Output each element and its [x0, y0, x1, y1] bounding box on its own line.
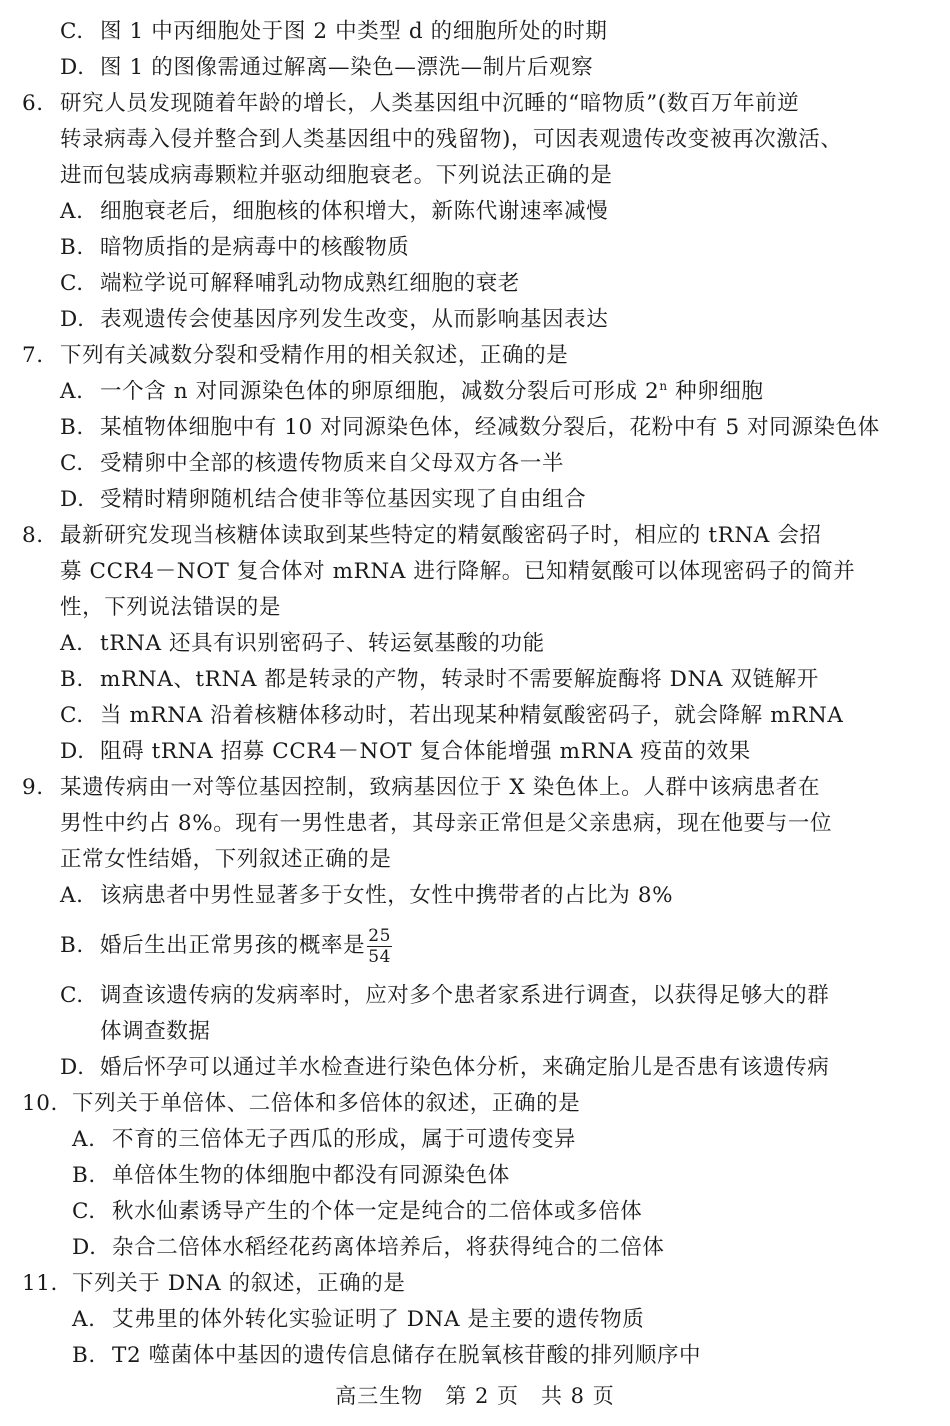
q6-option-d: D. 表观遗传会使基因序列发生改变，从而影响基因表达 [60, 307, 609, 332]
q8-stem-line2: 募 CCR4－NOT 复合体对 mRNA 进行降解。已知精氨酸可以体现密码子的简并 [60, 559, 856, 584]
q9-option-a: A. 该病患者中男性显著多于女性，女性中携带者的占比为 8% [60, 883, 674, 908]
q7-stem: 7. 下列有关减数分裂和受精作用的相关叙述，正确的是 [22, 343, 569, 368]
q6-option-c: C. 端粒学说可解释哺乳动物成熟红细胞的衰老 [60, 271, 520, 296]
page-footer: 高三生物 第 2 页 共 8 页 [335, 1384, 615, 1408]
q7-option-c: C. 受精卵中全部的核遗传物质来自父母双方各一半 [60, 451, 565, 476]
q9-stem-line2: 男性中约占 8%。现有一男性患者，其母亲正常但是父亲患病，现在他要与一位 [60, 811, 833, 836]
q10-option-a: A. 不育的三倍体无子西瓜的形成，属于可遗传变异 [72, 1127, 577, 1152]
fraction-denominator: 54 [368, 946, 392, 967]
q6-stem-line3: 进而包装成病毒颗粒并驱动细胞衰老。下列说法正确的是 [60, 163, 613, 188]
q6-option-a: A. 细胞衰老后，细胞核的体积增大，新陈代谢速率减慢 [60, 199, 609, 224]
q7-option-a: A. 一个含 n 对同源染色体的卵原细胞，减数分裂后可形成 2$^n$ 种卵细胞 [60, 379, 764, 404]
q8-option-a: A. tRNA 还具有识别密码子、转运氨基酸的功能 [60, 631, 545, 656]
q9-option-c: C. 调查该遗传病的发病率时，应对多个患者家系进行调查，以获得足够大的群 [60, 983, 830, 1008]
q8-option-b: B. mRNA、tRNA 都是转录的产物，转录时不需要解旋酶将 DNA 双链解开 [60, 667, 819, 692]
q6-stem-line2: 转录病毒入侵并整合到人类基因组中的残留物)，可因表观遗传改变被再次激活、 [60, 127, 843, 152]
q10-option-c: C. 秋水仙素诱导产生的个体一定是纯合的二倍体或多倍体 [72, 1199, 643, 1224]
q8-option-c: C. 当 mRNA 沿着核糖体移动时，若出现某种精氨酸密码子，就会降解 mRNA [60, 703, 844, 728]
q8-stem-line1: 8. 最新研究发现当核糖体读取到某些特定的精氨酸密码子时，相应的 tRNA 会招 [22, 523, 822, 548]
q10-option-d: D. 杂合二倍体水稻经花药离体培养后，将获得纯合的二倍体 [72, 1235, 665, 1260]
q11-option-b: B. T2 噬菌体中基因的遗传信息储存在脱氧核苷酸的排列顺序中 [72, 1343, 702, 1368]
q5-option-d: D. 图 1 的图像需通过解离—染色—漂洗—制片后观察 [60, 55, 594, 80]
q9-stem-line1: 9. 某遗传病由一对等位基因控制，致病基因位于 X 染色体上。人群中该病患者在 [22, 775, 821, 800]
q8-stem-line3: 性，下列说法错误的是 [60, 595, 282, 620]
q11-option-a: A. 艾弗里的体外转化实验证明了 DNA 是主要的遗传物质 [72, 1307, 645, 1332]
q7-option-d: D. 受精时精卵随机结合使非等位基因实现了自由组合 [60, 487, 587, 512]
fraction [367, 926, 392, 967]
q10-option-b: B. 单倍体生物的体细胞中都没有同源染色体 [72, 1163, 510, 1188]
fraction-numerator: 25 [368, 925, 392, 946]
q11-stem: 11. 下列关于 DNA 的叙述，正确的是 [22, 1271, 406, 1296]
q6-option-b: B. 暗物质指的是病毒中的核酸物质 [60, 235, 410, 260]
q6-stem-line1: 6. 研究人员发现随着年龄的增长，人类基因组中沉睡的“暗物质”(数百万年前逆 [22, 91, 800, 116]
q9-option-c-cont: 体调查数据 [100, 1019, 211, 1044]
q8-option-d: D. 阻碍 tRNA 招募 CCR4－NOT 复合体能增强 mRNA 疫苗的效果 [60, 739, 751, 764]
q7-option-b: B. 某植物体细胞中有 10 对同源染色体，经减数分裂后，花粉中有 5 对同源染色体 [60, 415, 880, 440]
q9-option-b: B. 婚后生出正常男孩的概率是 $\frac{25}{54}$ [60, 925, 392, 967]
q9-option-d: D. 婚后怀孕可以通过羊水检查进行染色体分析，来确定胎儿是否患有该遗传病 [60, 1055, 830, 1080]
q10-stem: 10. 下列关于单倍体、二倍体和多倍体的叙述，正确的是 [22, 1091, 581, 1116]
q5-option-c: C. 图 1 中丙细胞处于图 2 中类型 d 的细胞所处的时期 [60, 19, 608, 44]
q9-stem-line3: 正常女性结婚，下列叙述正确的是 [60, 847, 392, 872]
